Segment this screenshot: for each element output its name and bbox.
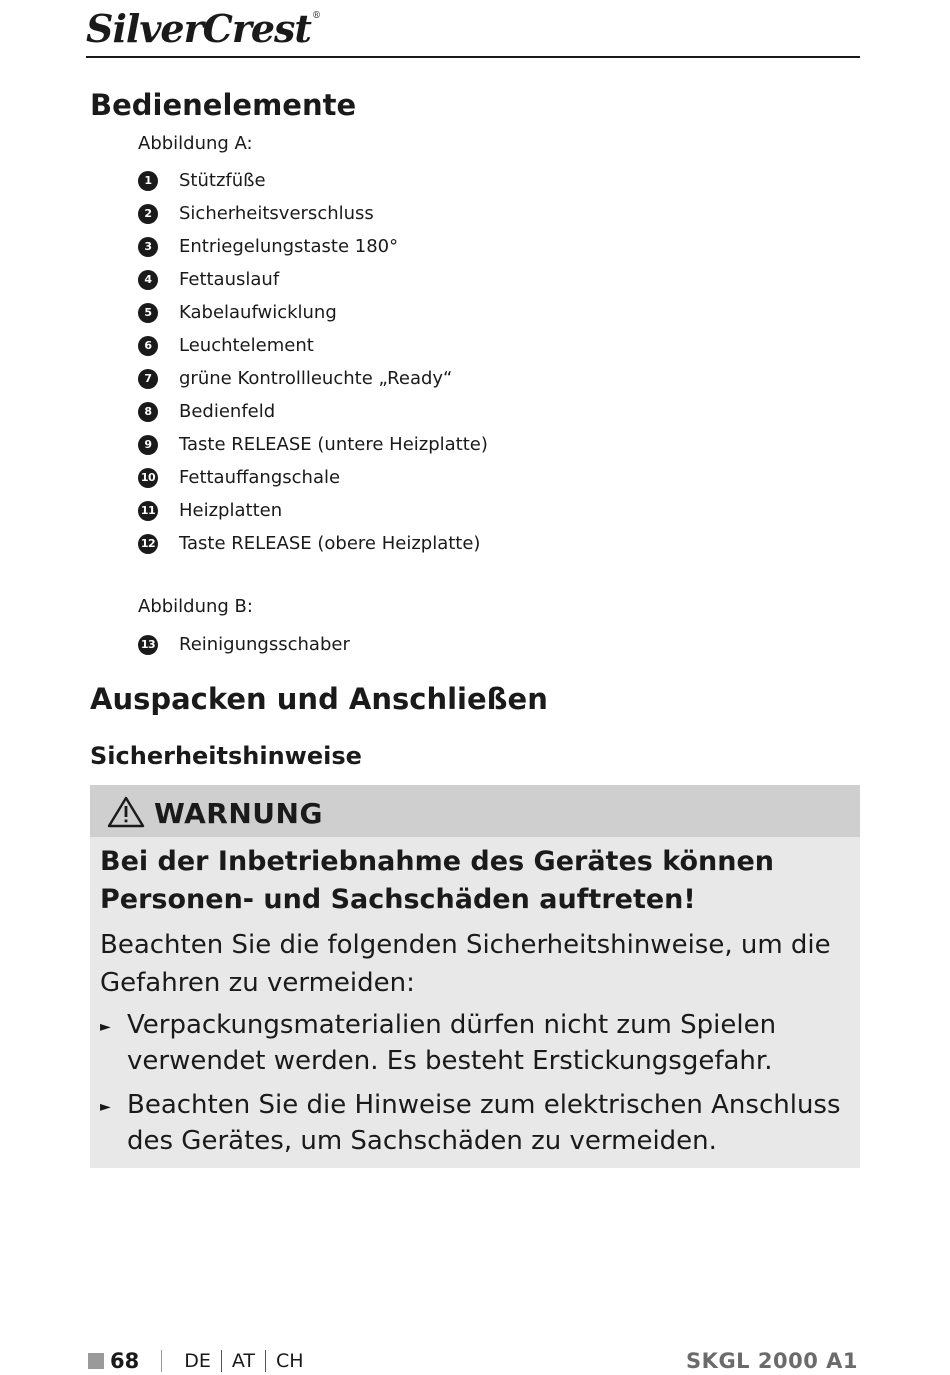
- list-item: [138, 428, 488, 461]
- list-item: [138, 329, 488, 362]
- part-label: Kabelaufwicklung: [179, 302, 337, 323]
- bullet-arrow-icon: ►: [100, 1019, 111, 1035]
- list-item: [138, 362, 488, 395]
- bullet-text: Verpackungsmaterialien dürfen nicht zum Spielen verwendet werden. Es besteht Erstickungsgefahr.: [127, 1010, 777, 1076]
- item-number-badge: 11: [138, 501, 158, 521]
- trademark-symbol: ®: [311, 11, 320, 21]
- part-label: Reinigungsschaber: [179, 634, 350, 655]
- list-item: [138, 628, 350, 661]
- list-item: [138, 296, 488, 329]
- brand-logo: [86, 6, 320, 51]
- item-number-badge: 3: [138, 237, 158, 257]
- item-number-badge: 10: [138, 468, 158, 488]
- item-number-badge: 8: [138, 402, 158, 422]
- list-item: [138, 461, 488, 494]
- part-label: Heizplatten: [179, 500, 283, 521]
- list-item: [138, 230, 488, 263]
- page-number: 68: [110, 1349, 140, 1373]
- item-number-badge: 13: [138, 635, 158, 655]
- list-item: [138, 494, 488, 527]
- list-item: [138, 395, 488, 428]
- warning-headline: Bei der Inbetriebnahme des Gerätes können Personen- und Sachschäden auftreten!: [100, 846, 774, 915]
- bullet-text: Beachten Sie die Hinweise zum elektrischen Anschluss des Gerätes, um Sachschäden zu vermeiden.: [127, 1090, 841, 1156]
- warning-box: [90, 785, 860, 1168]
- part-label: Leuchtelement: [179, 335, 314, 356]
- part-label: Fettauffangschale: [179, 467, 341, 488]
- language-code: CH: [276, 1350, 304, 1372]
- part-label: Bedienfeld: [179, 401, 276, 422]
- part-label: Sicherheitsverschluss: [179, 203, 374, 224]
- figure-b-parts-list: [138, 628, 350, 661]
- part-label: Taste RELEASE (obere Heizplatte): [179, 533, 481, 554]
- figure-a-parts-list: [138, 164, 488, 560]
- language-code: AT: [231, 1350, 256, 1372]
- part-label: Fettauslauf: [179, 269, 280, 290]
- header-divider: [86, 56, 860, 58]
- list-item: [138, 197, 488, 230]
- brand-name: SilverCrest: [86, 6, 311, 51]
- section-subtitle-safety: Sicherheitshinweise: [90, 742, 362, 770]
- item-number-badge: 5: [138, 303, 158, 323]
- warning-header: [90, 785, 860, 837]
- part-label: Entriegelungstaste 180°: [179, 236, 399, 257]
- footer-divider: [265, 1350, 266, 1372]
- item-number-badge: 2: [138, 204, 158, 224]
- list-item: [138, 527, 488, 560]
- language-code: DE: [184, 1350, 211, 1372]
- item-number-badge: 4: [138, 270, 158, 290]
- item-number-badge: 7: [138, 369, 158, 389]
- warning-bullet: [100, 1087, 850, 1159]
- list-item: [138, 164, 488, 197]
- part-label: Stützfüße: [179, 170, 266, 191]
- section-title-unpacking: Auspacken und Anschließen: [90, 682, 548, 716]
- warning-bullet: [100, 1007, 850, 1079]
- list-item: [138, 263, 488, 296]
- warning-triangle-icon: [107, 795, 145, 829]
- part-label: Taste RELEASE (untere Heizplatte): [179, 434, 488, 455]
- section-title-controls: Bedienelemente: [90, 88, 357, 122]
- item-number-badge: 12: [138, 534, 158, 554]
- warning-title: WARNUNG: [154, 797, 323, 830]
- footer-divider: [221, 1350, 222, 1372]
- part-label: grüne Kontrollleuchte „Ready“: [179, 368, 453, 389]
- item-number-badge: 9: [138, 435, 158, 455]
- bullet-arrow-icon: ►: [100, 1099, 111, 1115]
- warning-intro: Beachten Sie die folgenden Sicherheitshinweise, um die Gefahren zu vermeiden:: [100, 930, 831, 998]
- figure-a-label: Abbildung A:: [138, 133, 253, 154]
- model-number: SKGL 2000 A1: [686, 1349, 858, 1373]
- figure-b-label: Abbildung B:: [138, 596, 253, 617]
- item-number-badge: 1: [138, 171, 158, 191]
- footer-divider: [161, 1350, 162, 1372]
- page-footer: [88, 1347, 304, 1375]
- item-number-badge: 6: [138, 336, 158, 356]
- footer-square-marker: [88, 1353, 104, 1369]
